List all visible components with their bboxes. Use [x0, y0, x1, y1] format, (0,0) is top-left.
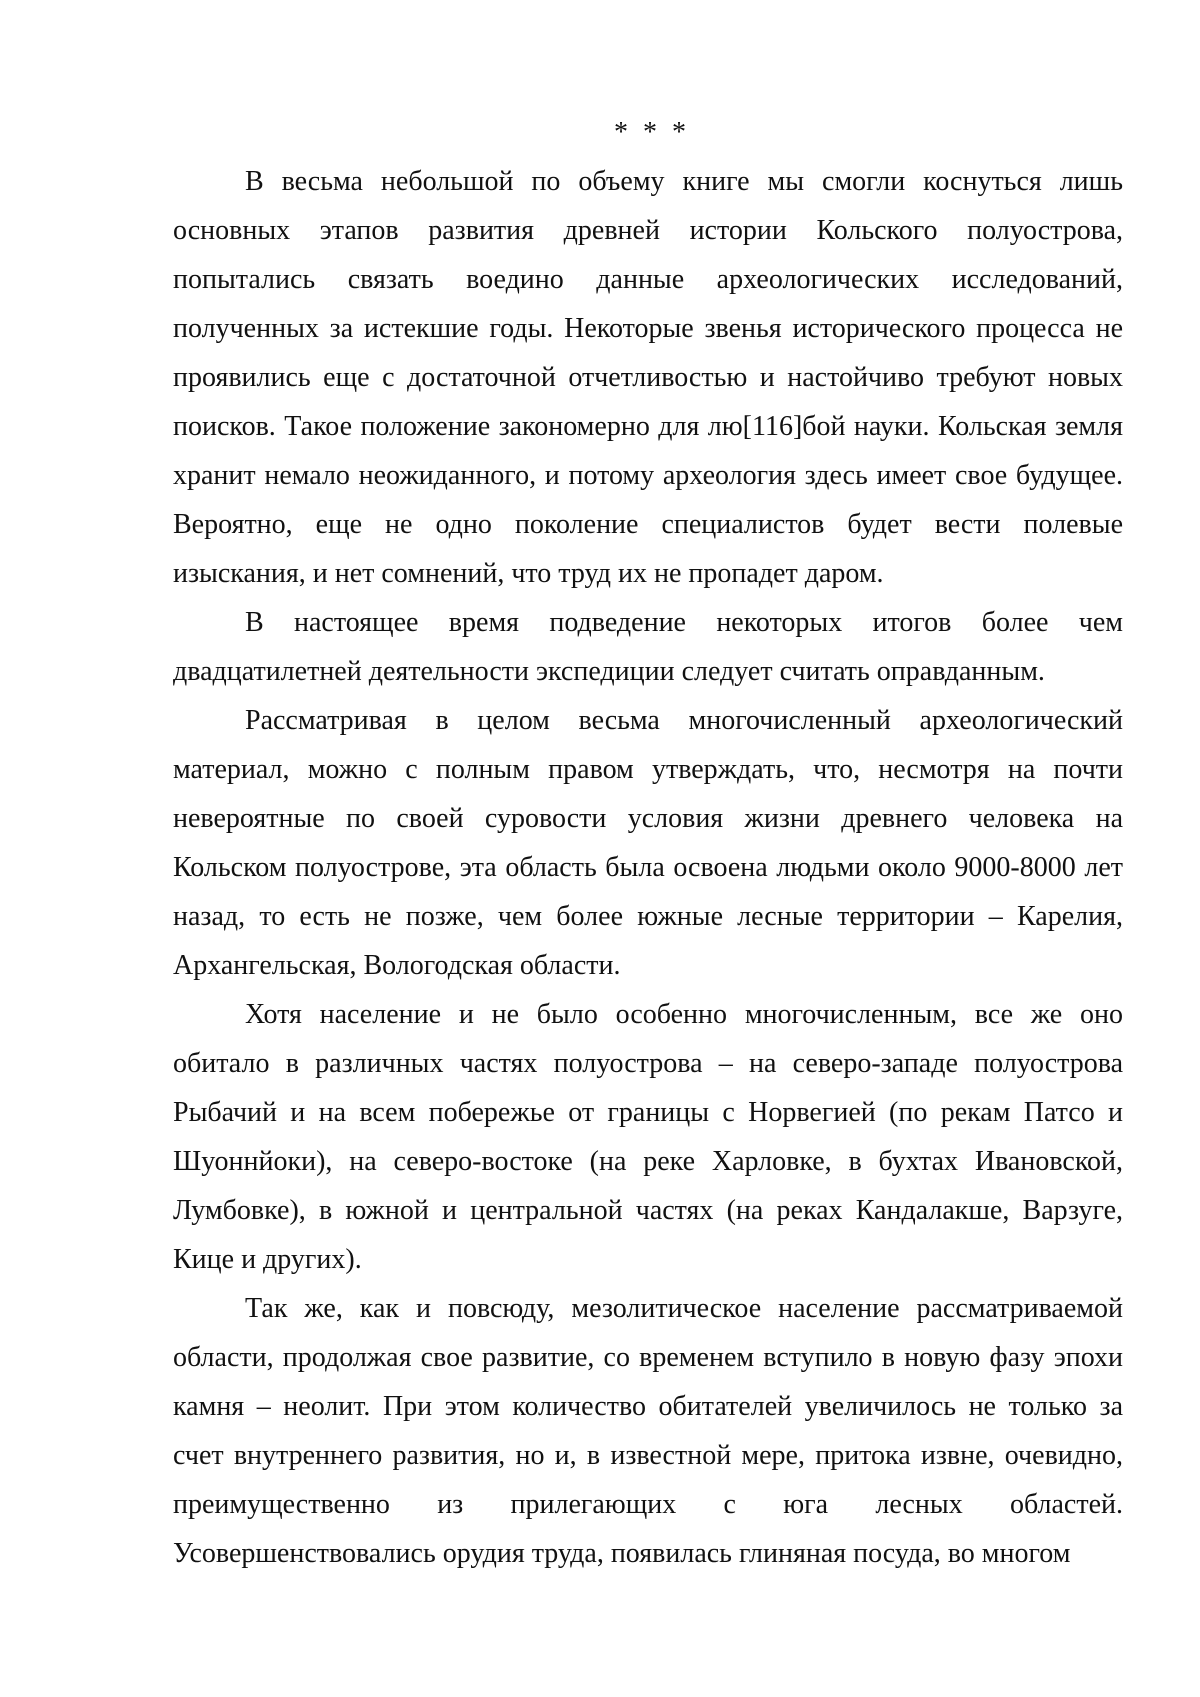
paragraph-3: Рассматривая в целом весьма многочисленный археологический материал, можно с полным правом утверждать, что, несмотря на почти невероятные по своей суровости условия жизни древнего человека на Кольском полуострове, эта область была освоена людьми около 9000-8000 лет назад, то есть не позже, чем более южные лесные территории – Карелия, Архангельская, Вологодская области. — [173, 705, 1123, 981]
paragraph-1: В весьма небольшой по объему книге мы смогли коснуться лишь основных этапов развития древней истории Кольского полуострова, попытались связать воедино данные археологических исследований, полученных за истекшие годы. Некоторые звенья исторического процесса не проявились еще с достаточной отчетливостью и настойчиво требуют новых поисков. Такое положение закономерно для лю[116]бой науки. Кольская земля хранит немало неожиданного, и потому археология здесь имеет свое будущее. Вероятно, еще не одно поколение специалистов будет вести полевые изыскания, и нет сомнений, что труд их не пропадет даром. — [173, 166, 1123, 589]
text-body — [173, 108, 1123, 1578]
section-separator: * * * — [614, 117, 690, 148]
paragraph-5: Так же, как и повсюду, мезолитическое население рассматриваемой области, продолжая свое развитие, со временем вступило в новую фазу эпохи камня – неолит. При этом количество обитателей увеличилось не только за счет внутреннего развития, но и, в известной мере, притока извне, очевидно, преимущественно из прилегающих с юга лесных областей. Усовершенствовались орудия труда, появилась глиняная посуда, во многом — [173, 1293, 1123, 1569]
paragraph-4: Хотя население и не было особенно многочисленным, все же оно обитало в различных частях полуострова – на северо-западе полуострова Рыбачий и на всем побережье от границы с Норвегией (по рекам Патсо и Шуоннйоки), на северо-востоке (на реке Харловке, в бухтах Ивановской, Лумбовке), в южной и центральной частях (на реках Кандалакше, Варзуге, Кице и других). — [173, 999, 1123, 1275]
paragraph-2: В настоящее время подведение некоторых итогов более чем двадцатилетней деятельности экспедиции следует считать оправданным. — [173, 607, 1123, 687]
